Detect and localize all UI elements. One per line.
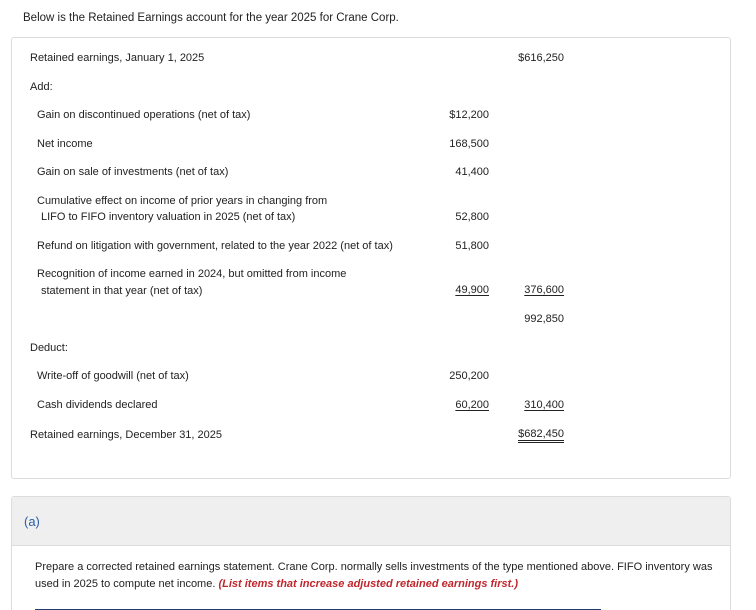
deduct-item-label: Write-off of goodwill (net of tax) — [37, 370, 189, 382]
add-item-value: 52,800 — [455, 211, 489, 223]
closing-value — [494, 426, 564, 442]
add-item-value: 168,500 — [449, 138, 489, 150]
add-item-label: Gain on discontinued operations (net of tax) — [37, 109, 251, 121]
add-item-label: Refund on litigation with government, related to the year 2022 (net of tax) — [37, 240, 393, 252]
deduct-item-value: 250,200 — [449, 370, 489, 382]
part-a-label: (a) — [24, 514, 40, 529]
add-item-label-cont: statement in that year (net of tax) — [41, 285, 203, 297]
add-item-value: 51,800 — [455, 240, 489, 252]
add-item-value: $12,200 — [449, 109, 489, 121]
deduct-label: Deduct: — [30, 342, 68, 354]
add-item-label: Cumulative effect on income of prior years in changing from — [37, 195, 328, 207]
instruction-text: Prepare a corrected retained earnings statement. Crane Corp. normally sells investments of the type mentioned above. FIFO inventory was used in 2025 to compute net income. — [35, 561, 713, 590]
add-item-label: Recognition of income earned in 2024, but omitted from income — [37, 268, 347, 280]
add-item-label: Net income — [37, 138, 93, 150]
part-a-panel — [11, 496, 731, 610]
add-total: 376,600 — [524, 284, 564, 296]
intro-text: Below is the Retained Earnings account for the year 2025 for Crane Corp. — [23, 12, 399, 24]
instruction-emphasis: (List items that increase adjusted retained earnings first.) — [218, 578, 518, 590]
add-item-label: Gain on sale of investments (net of tax) — [37, 166, 229, 178]
deduct-item-value: 60,200 — [455, 399, 489, 411]
add-item-value: 41,400 — [455, 166, 489, 178]
part-a-header — [12, 497, 730, 546]
retained-earnings-account — [11, 37, 731, 479]
deduct-item-label: Cash dividends declared — [37, 399, 158, 411]
opening-label: Retained earnings, January 1, 2025 — [30, 52, 205, 64]
add-item-label-cont: LIFO to FIFO inventory valuation in 2025 (net of tax) — [41, 211, 296, 223]
closing-label: Retained earnings, December 31, 2025 — [30, 429, 223, 441]
part-a-instruction — [35, 559, 715, 593]
add-label: Add: — [30, 81, 53, 93]
closing-value-text: $682,450 — [518, 428, 564, 443]
add-item-value: 49,900 — [455, 284, 489, 296]
subtotal: 992,850 — [524, 313, 564, 325]
deduct-total: 310,400 — [524, 399, 564, 411]
opening-value: $616,250 — [518, 52, 564, 64]
